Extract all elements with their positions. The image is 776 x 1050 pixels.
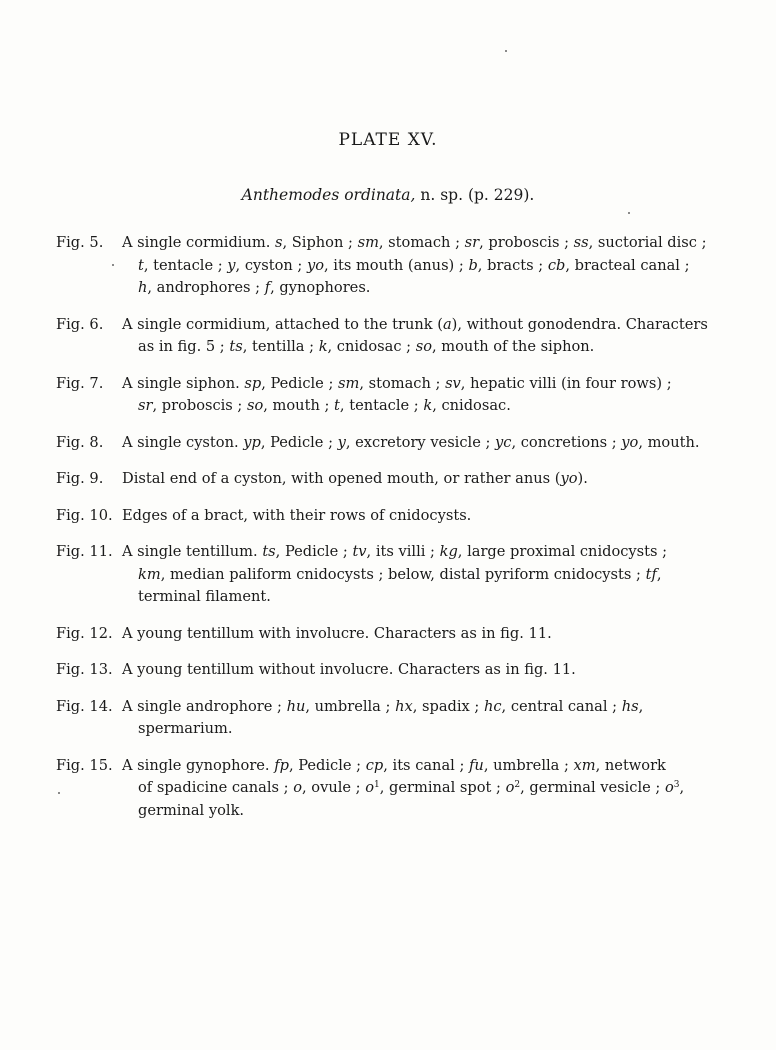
description-line: A young tentillum with involucre. Characters as in fig. 11. xyxy=(122,624,552,642)
figure-description xyxy=(122,755,736,823)
figure-description xyxy=(122,373,736,418)
figure-description xyxy=(122,232,736,300)
description-line: terminal filament. xyxy=(138,588,271,605)
figure-description xyxy=(122,541,736,609)
figure-description xyxy=(122,468,736,491)
description-line: t, tentacle ; y, cyston ; yo, its mouth (anus) ; b, bracts ; cb, bracteal canal ; xyxy=(138,256,690,274)
description-line: germinal yolk. xyxy=(138,801,245,819)
description-line: of spadicine canals ; o, ovule ; $o^1$, germinal spot ; $o^2$, germinal vesicle ; $o^3$, xyxy=(138,779,685,796)
figure-entry xyxy=(56,432,736,455)
description-line: Edges of a bract, with their rows of cnidocysts. xyxy=(122,506,472,524)
description-line: A single tentillum. ts, Pedicle ; tv, its villi ; kg, large proximal cnidocysts ; xyxy=(122,543,668,560)
figure-list xyxy=(56,232,736,836)
figure-entry xyxy=(56,373,736,418)
description-line: A single siphon. sp, Pedicle ; sm, stomach ; sv, hepatic villi (in four rows) ; xyxy=(122,374,672,392)
subtitle-rest: n. sp. (p. 229). xyxy=(420,186,535,204)
figure-label: Fig. 10. xyxy=(56,506,113,524)
figure-entry xyxy=(56,468,736,491)
figure-entry xyxy=(56,541,736,609)
figure-entry xyxy=(56,755,736,823)
figure-label: Fig. 12. xyxy=(56,624,113,642)
species-name: Anthemodes ordinata, xyxy=(241,186,416,204)
description-line: A young tentillum without involucre. Characters as in fig. 11. xyxy=(122,661,576,678)
figure-entry xyxy=(56,623,736,646)
description-line: Distal end of a cyston, with opened mouth, or rather anus (yo). xyxy=(122,470,588,487)
figure-label: Fig. 9. xyxy=(56,470,104,487)
figure-entry xyxy=(56,314,736,359)
figure-label: Fig. 5. xyxy=(56,234,104,251)
figure-entry xyxy=(56,696,736,741)
description-line: km, median paliform cnidocysts ; below, distal pyriform cnidocysts ; tf, xyxy=(138,565,662,583)
figure-entry xyxy=(56,232,736,300)
description-line: A single cormidium, attached to the trunk (a), without gonodendra. Characters xyxy=(122,315,708,333)
description-line: A single cormidium. s, Siphon ; sm, stomach ; sr, proboscis ; ss, suctorial disc ; xyxy=(122,234,707,251)
paper-speck xyxy=(628,212,630,214)
figure-description xyxy=(122,623,736,646)
paper-speck xyxy=(112,264,114,266)
paper-speck xyxy=(58,792,60,794)
plate-title: PLATE XV. xyxy=(338,130,438,150)
figure-description xyxy=(122,505,736,528)
description-line: spermarium. xyxy=(138,720,233,737)
figure-label: Fig. 13. xyxy=(56,661,113,678)
figure-label: Fig. 11. xyxy=(56,543,113,560)
figure-description xyxy=(122,659,736,682)
figure-entry xyxy=(56,659,736,682)
figure-description xyxy=(122,696,736,741)
figure-label: Fig. 6. xyxy=(56,315,104,333)
plate-subtitle xyxy=(0,186,776,204)
figure-entry xyxy=(56,505,736,528)
description-line: A single androphore ; hu, umbrella ; hx, spadix ; hc, central canal ; hs, xyxy=(122,697,644,715)
figure-label: Fig. 8. xyxy=(56,433,104,451)
figure-label: Fig. 15. xyxy=(56,756,113,774)
figure-label: Fig. 7. xyxy=(56,374,104,392)
figure-description xyxy=(122,314,736,359)
description-line: h, androphores ; f, gynophores. xyxy=(138,279,371,296)
figure-label: Fig. 14. xyxy=(56,697,113,715)
description-line: sr, proboscis ; so, mouth ; t, tentacle ; k, cnidosac. xyxy=(138,397,511,414)
figure-description xyxy=(122,432,736,455)
description-line: as in fig. 5 ; ts, tentilla ; k, cnidosac ; so, mouth of the siphon. xyxy=(138,338,595,355)
description-line: A single gynophore. fp, Pedicle ; cp, its canal ; fu, umbrella ; xm, network xyxy=(122,756,666,774)
paper-speck xyxy=(505,50,507,52)
description-line: A single cyston. yp, Pedicle ; y, excretory vesicle ; yc, concretions ; yo, mouth. xyxy=(122,433,700,451)
